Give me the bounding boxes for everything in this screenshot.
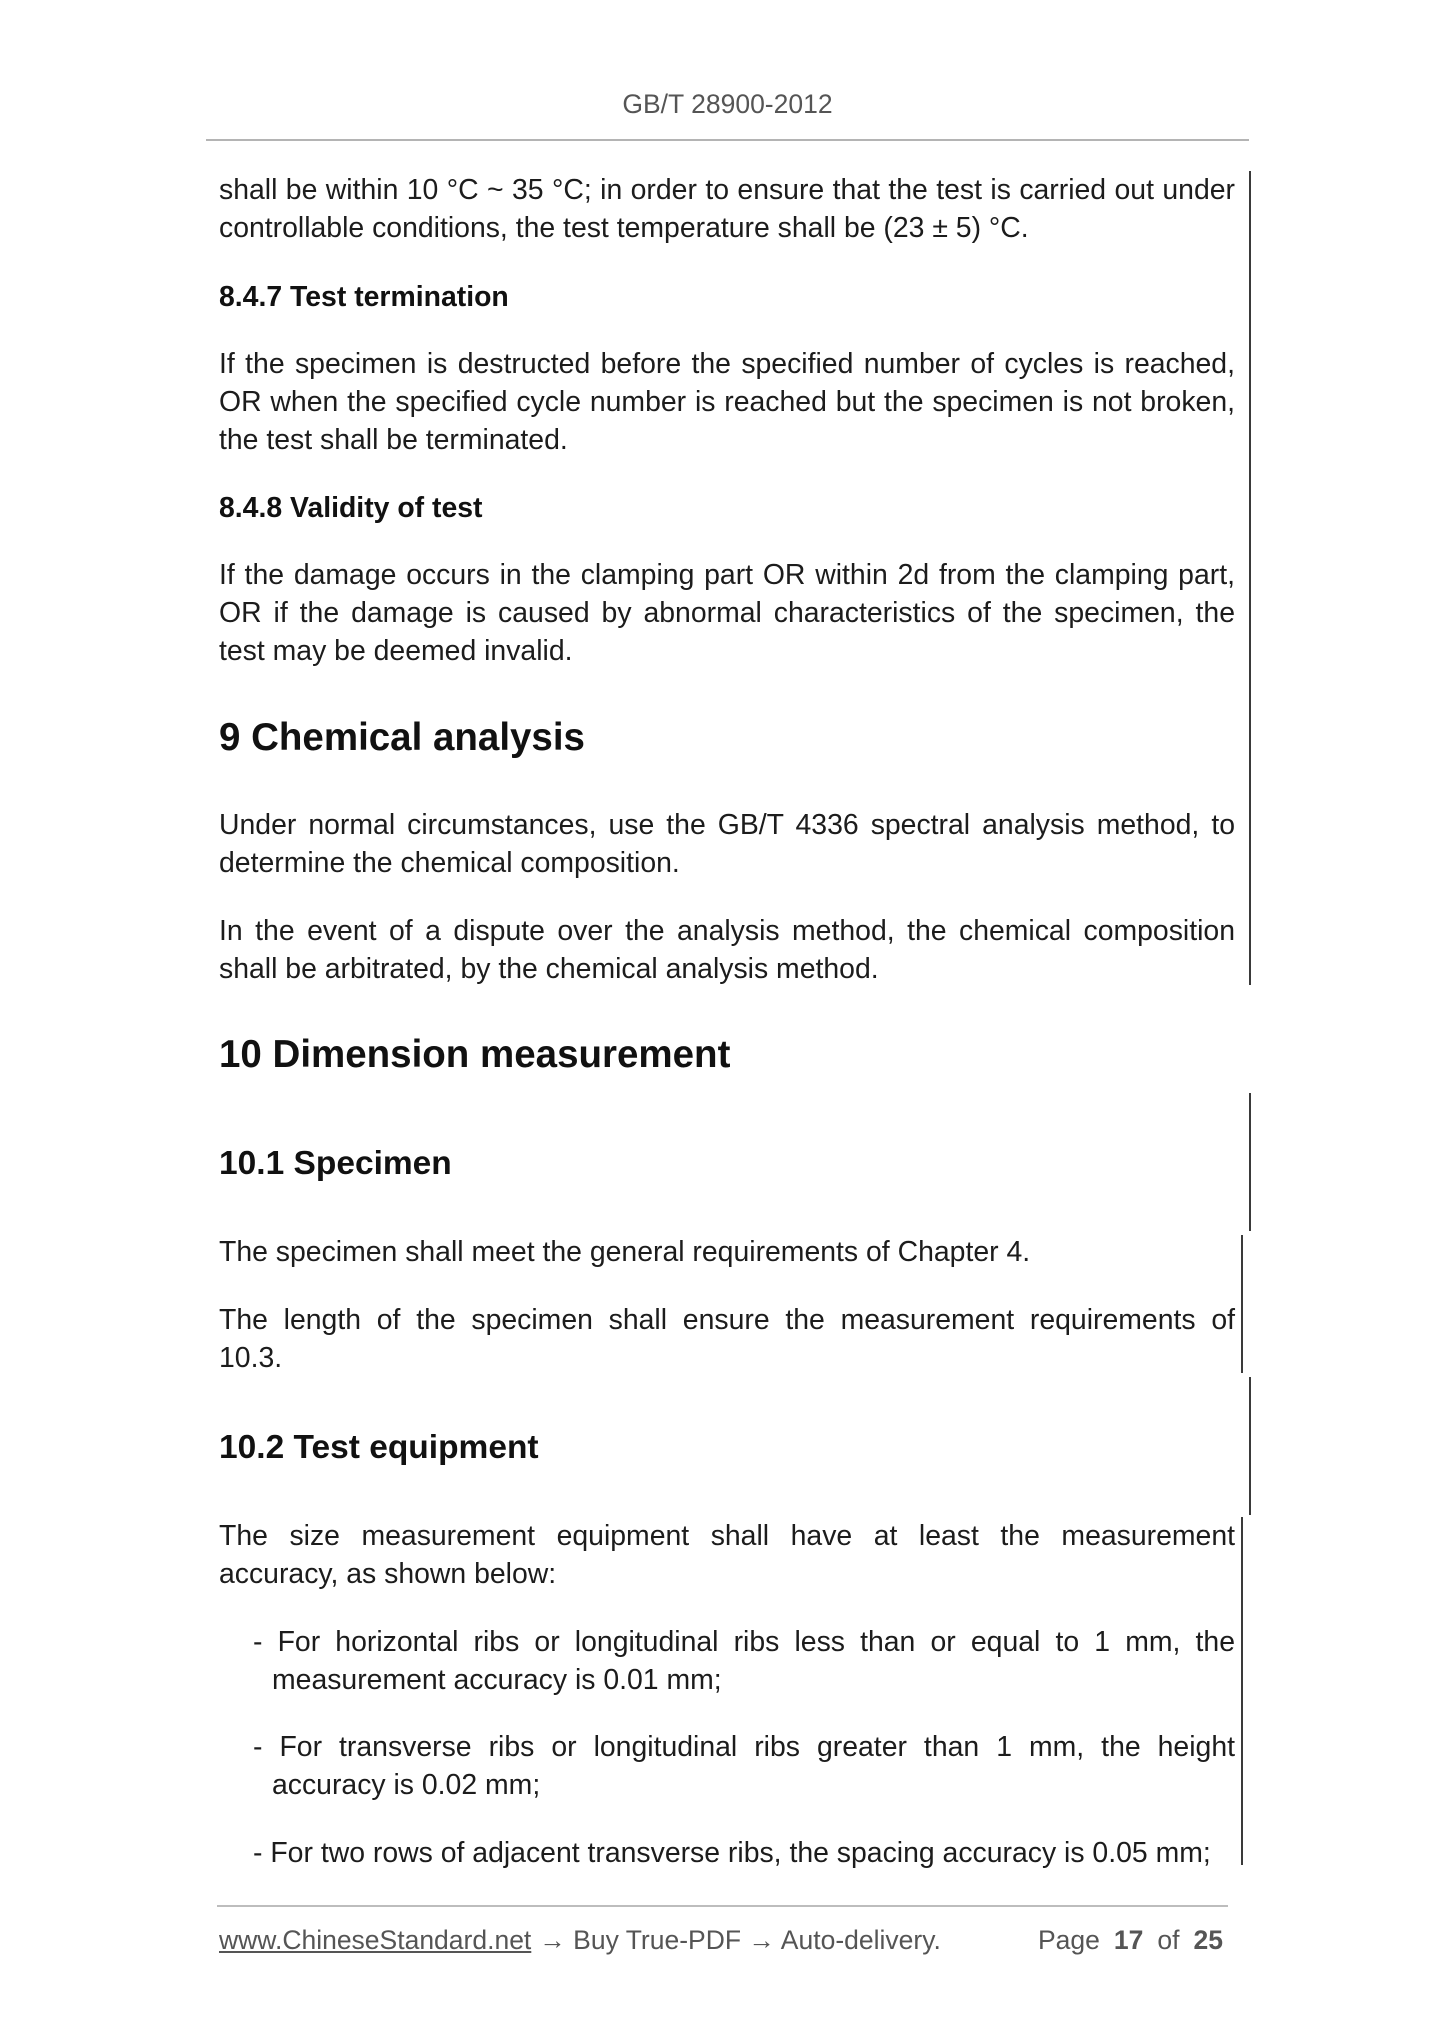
header-divider <box>206 139 1249 141</box>
list-item-line: accuracy is 0.02 mm; <box>272 1769 541 1801</box>
footer-promo-text: → Buy True-PDF → Auto-delivery. <box>539 1925 941 1955</box>
footer-divider <box>217 1905 1228 1907</box>
text-line: controllable conditions, the test temperature shall be (23 ± 5) °C. <box>219 212 1029 244</box>
text-line: Under normal circumstances, use the GB/T 4336 spectral analysis method, to <box>219 809 1235 841</box>
continued-paragraph <box>219 171 1235 247</box>
page-number <box>1038 1923 1223 1957</box>
heading-8-4-7: 8.4.7 Test termination <box>219 281 509 313</box>
list-item-line: - For transverse ribs or longitudinal ribs greater than 1 mm, the height <box>253 1731 1235 1763</box>
heading-8-4-8: 8.4.8 Validity of test <box>219 492 483 524</box>
paragraph-8-4-7 <box>219 345 1235 459</box>
heading-9: 9 Chemical analysis <box>219 716 585 759</box>
text-line: The specimen shall meet the general requirements of Chapter 4. <box>219 1236 1031 1268</box>
page-total: 25 <box>1193 1925 1223 1955</box>
paragraph-8-4-8 <box>219 556 1235 670</box>
text-line: determine the chemical composition. <box>219 847 680 879</box>
list-item-line: measurement accuracy is 0.01 mm; <box>272 1664 722 1696</box>
change-bar <box>1241 1517 1243 1865</box>
text-line: The size measurement equipment shall have at least the measurement <box>219 1520 1235 1552</box>
text-line: shall be arbitrated, by the chemical analysis method. <box>219 953 879 985</box>
text-line: the test shall be terminated. <box>219 424 568 456</box>
text-line: shall be within 10 °C ~ 35 °C; in order to ensure that the test is carried out under <box>219 174 1235 206</box>
page-current: 17 <box>1113 1925 1144 1955</box>
text-line: If the specimen is destructed before the specified number of cycles is reached, <box>219 348 1235 380</box>
heading-10-2: 10.2 Test equipment <box>219 1429 539 1466</box>
heading-10: 10 Dimension measurement <box>219 1033 731 1076</box>
change-bar <box>1249 1377 1251 1515</box>
change-bar <box>1241 1235 1243 1373</box>
paragraph-10-1-b <box>219 1301 1235 1377</box>
list-item-line: - For two rows of adjacent transverse ribs, the spacing accuracy is 0.05 mm; <box>253 1837 1211 1869</box>
text-line: 10.3. <box>219 1342 283 1374</box>
text-line: test may be deemed invalid. <box>219 635 573 667</box>
change-bar <box>1249 171 1251 985</box>
list-item <box>253 1623 1235 1699</box>
text-line: OR when the specified cycle number is reached but the specimen is not broken, <box>219 386 1235 418</box>
heading-10-1: 10.1 Specimen <box>219 1145 452 1182</box>
change-bar <box>1249 1093 1251 1231</box>
page-header-doc-code: GB/T 28900-2012 <box>622 89 833 119</box>
text-line: accuracy, as shown below: <box>219 1558 557 1590</box>
page-of-label: of <box>1157 1925 1180 1955</box>
text-line: OR if the damage is caused by abnormal characteristics of the specimen, the <box>219 597 1235 629</box>
list-item <box>253 1834 1235 1872</box>
text-line: In the event of a dispute over the analysis method, the chemical composition <box>219 915 1235 947</box>
site-link[interactable]: www.ChineseStandard.net <box>219 1925 532 1955</box>
text-line: If the damage occurs in the clamping part OR within 2d from the clamping part, <box>219 559 1235 591</box>
paragraph-10-1-a <box>219 1233 1235 1271</box>
paragraph-9-a <box>219 806 1235 882</box>
footer-promo <box>219 1923 941 1957</box>
paragraph-10-2 <box>219 1517 1235 1593</box>
text-line: The length of the specimen shall ensure the measurement requirements of <box>219 1304 1235 1336</box>
page-label: Page <box>1038 1925 1100 1955</box>
list-item <box>253 1728 1235 1804</box>
list-item-line: - For horizontal ribs or longitudinal ribs less than or equal to 1 mm, the <box>253 1626 1235 1658</box>
paragraph-9-b <box>219 912 1235 988</box>
